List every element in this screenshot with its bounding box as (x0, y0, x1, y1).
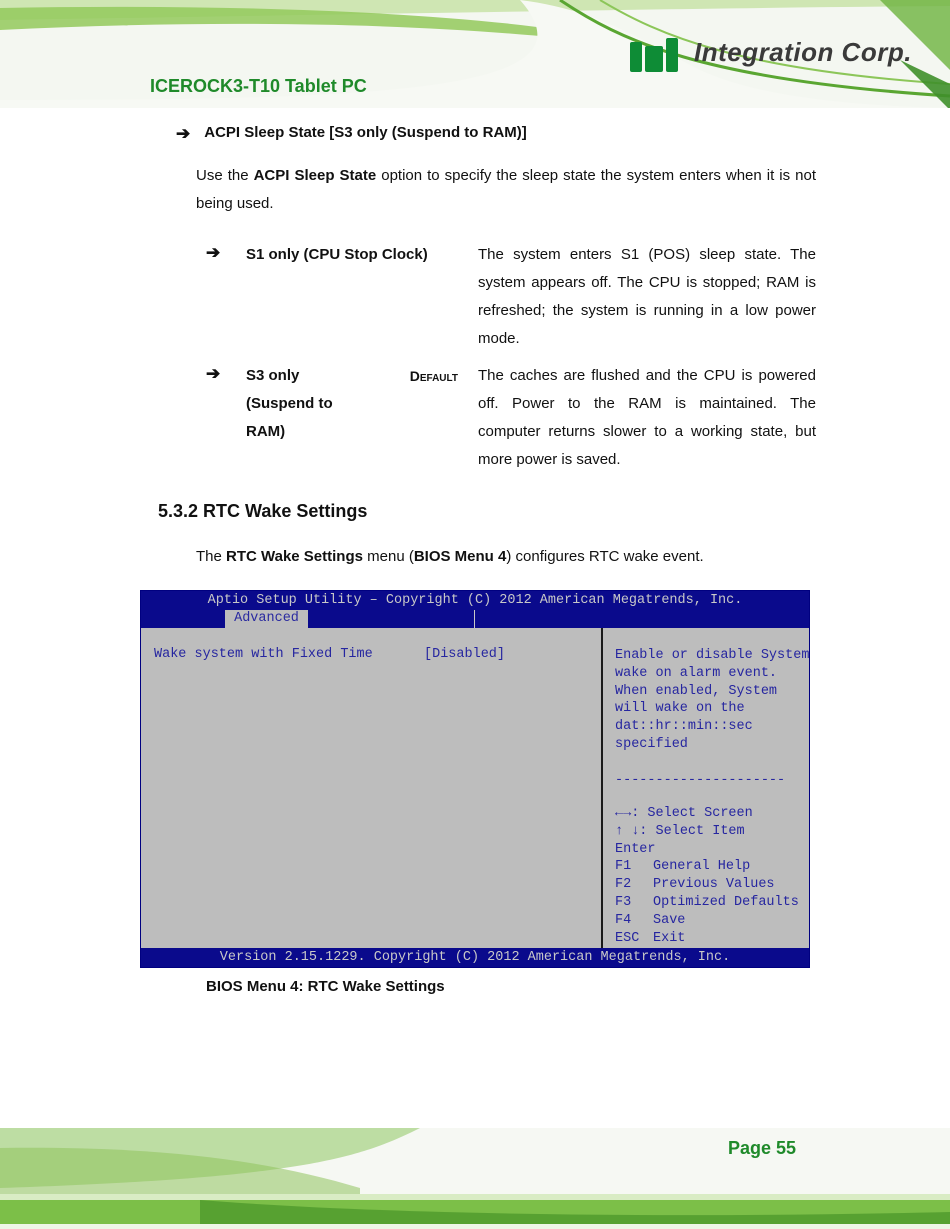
arrows-up-down-icon: ↑ ↓: (615, 823, 648, 839)
key-name: F1 (615, 859, 632, 875)
tab-separator (474, 610, 475, 628)
acpi-heading (176, 124, 527, 144)
help-line: wake on alarm event. (615, 665, 778, 681)
option-label (246, 362, 458, 474)
option-label (246, 241, 458, 353)
key-legend-row (615, 823, 799, 841)
help-line: Enable or disable System (615, 648, 810, 663)
arrows-left-right-icon: ←→: (615, 806, 640, 821)
bios-screen (140, 590, 810, 968)
option-label-text: S1 only (CPU Stop Clock) (246, 246, 428, 263)
key-action: Exit (653, 930, 686, 946)
wake-fixed-time-value[interactable]: [Disabled] (424, 647, 506, 662)
key-action: Select Screen (647, 806, 753, 821)
help-line: When enabled, System (615, 683, 778, 699)
key-action: Save (653, 912, 686, 928)
iei-logo-icon (630, 32, 686, 72)
arrow-bullet-icon: ➔ (176, 124, 191, 143)
key-action: General Help (653, 859, 751, 875)
key-legend-row (615, 894, 799, 912)
acpi-intro-pre: Use the (196, 167, 254, 184)
key-name: Enter (615, 841, 656, 857)
key-name: F3 (615, 894, 632, 910)
key-action: Optimized Defaults (653, 894, 799, 910)
section-intro (196, 543, 816, 571)
bios-help-panel (615, 647, 810, 789)
acpi-intro-post: option to specify the sleep state the system enters when it is not being used. (196, 167, 816, 212)
section-intro-mid: menu ( (362, 548, 414, 565)
key-legend-row (615, 876, 799, 894)
bios-version-bar: Version 2.15.1229. Copyright (C) 2012 American Megatrends, Inc. (141, 948, 809, 967)
key-action: Select Item (655, 823, 745, 839)
acpi-intro (196, 162, 816, 218)
acpi-option-s3 (206, 362, 816, 474)
option-description: The caches are flushed and the CPU is powered off. Power to the RAM is maintained. The computer returns slower to a working state, but more power is saved. (478, 367, 816, 468)
bios-panel-divider (601, 628, 603, 948)
page-number: Page 55 (728, 1138, 797, 1158)
section-intro-post: ) configures RTC wake event. (506, 548, 704, 565)
acpi-option-s1 (206, 241, 816, 353)
wake-fixed-time-label[interactable]: Wake system with Fixed Time (154, 647, 373, 662)
section-intro-bold2: BIOS Menu 4 (413, 548, 507, 565)
help-line: dat::hr::min::sec (615, 719, 753, 735)
key-legend-row (615, 912, 799, 930)
company-logo (630, 30, 912, 74)
help-line: specified (615, 736, 688, 752)
option-label-text: S3 only (Suspend to RAM) (246, 367, 333, 440)
key-name: F2 (615, 877, 632, 893)
tab-advanced[interactable]: Advanced (225, 610, 308, 628)
logo-text: Integration Corp. (694, 36, 912, 67)
bios-key-legend (615, 805, 799, 947)
option-description: The system enters S1 (POS) sleep state. The system appears off. The CPU is stopped; RAM is refreshed; the system is running in a low power mode. (478, 246, 816, 347)
bios-title-bar: Aptio Setup Utility – Copyright (C) 2012 American Megatrends, Inc. (141, 591, 809, 610)
key-name: F4 (615, 912, 632, 928)
section-heading: 5.3.2 RTC Wake Settings (158, 501, 368, 521)
arrow-bullet-icon: ➔ (206, 364, 221, 383)
arrow-bullet-icon: ➔ (206, 243, 221, 262)
key-legend-row (615, 805, 799, 823)
key-legend-row (615, 930, 799, 948)
help-line: will wake on the (615, 701, 745, 717)
acpi-heading-text: ACPI Sleep State [S3 only (Suspend to RAM)] (204, 124, 527, 141)
section-intro-pre: The (196, 548, 227, 565)
document-title: ICEROCK3-T10 Tablet PC (150, 76, 367, 96)
footer-banner (0, 1128, 950, 1229)
key-action: Previous Values (653, 877, 775, 893)
footer-circuit-graphic (0, 1128, 950, 1229)
key-legend-row (615, 841, 799, 859)
default-marker: Default (409, 368, 458, 384)
key-legend-row (615, 858, 799, 876)
acpi-intro-bold: ACPI Sleep State (253, 167, 377, 184)
section-intro-bold1: RTC Wake Settings (226, 548, 363, 565)
key-name: ESC (615, 930, 640, 946)
figure-caption: BIOS Menu 4: RTC Wake Settings (206, 978, 445, 995)
help-divider: --------------------- (615, 772, 786, 788)
